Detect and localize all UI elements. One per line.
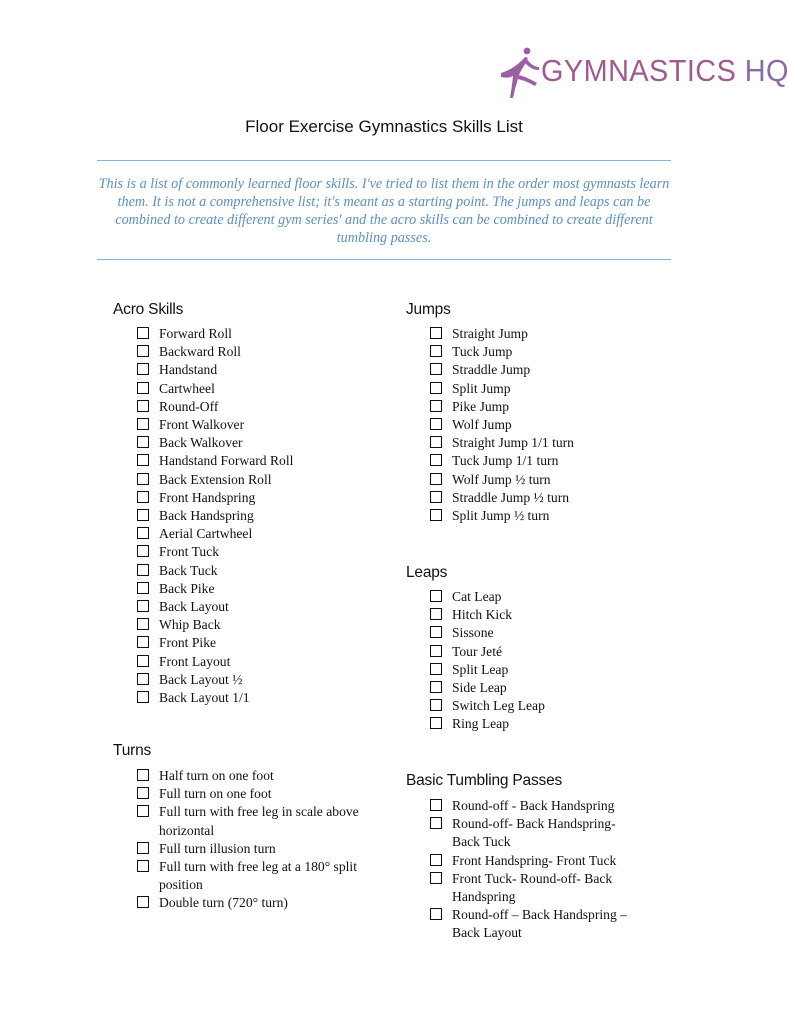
list-item <box>137 398 362 416</box>
checkbox[interactable] <box>137 673 149 685</box>
list-item-label: Tuck Jump 1/1 turn <box>452 453 559 469</box>
list-item-label: Front Pike <box>159 635 217 651</box>
list-item-label: Half turn on one foot <box>159 768 274 783</box>
list-item-label: Back Walkover <box>159 435 243 451</box>
list-item-label: Hitch Kick <box>452 607 513 623</box>
checkbox[interactable] <box>137 363 149 375</box>
list-item <box>430 697 670 715</box>
checkbox[interactable] <box>430 436 442 448</box>
checkbox[interactable] <box>137 564 149 576</box>
list-item <box>430 624 670 642</box>
checkbox[interactable] <box>430 454 442 466</box>
list-item-label: Straight Jump 1/1 turn <box>452 435 574 451</box>
checkbox[interactable] <box>430 327 442 339</box>
list-item <box>430 380 670 398</box>
list-item <box>430 797 645 815</box>
heading-acro-skills: Acro Skills <box>113 301 184 318</box>
checkbox[interactable] <box>137 345 149 357</box>
list-item-label: Sissone <box>452 625 494 641</box>
checkbox[interactable] <box>430 799 442 811</box>
list-item <box>137 434 362 452</box>
checkbox[interactable] <box>430 509 442 521</box>
list-item-label: Double turn (720° turn) <box>159 895 288 911</box>
list-item <box>137 634 362 652</box>
list-item <box>137 380 362 398</box>
checkbox[interactable] <box>430 608 442 620</box>
checkbox[interactable] <box>137 418 149 430</box>
checkbox[interactable] <box>430 699 442 711</box>
list-item-label: Side Leap <box>452 680 507 696</box>
list-item-label: Tuck Jump <box>452 344 513 360</box>
list-item-label: Full turn with free leg at a 180° split position <box>159 859 357 893</box>
list-item-label: Back Layout ½ <box>159 671 243 687</box>
jumps-list <box>430 325 670 525</box>
list-item <box>137 616 362 634</box>
list-item-label: Handstand <box>159 362 218 378</box>
list-item <box>430 361 670 379</box>
list-item <box>137 785 362 803</box>
divider-bottom <box>97 259 671 260</box>
list-item-label: Back Extension Roll <box>159 471 272 487</box>
list-item <box>430 679 670 697</box>
list-item <box>137 767 362 785</box>
checkbox[interactable] <box>137 655 149 667</box>
list-item <box>137 489 362 507</box>
checkbox[interactable] <box>137 691 149 703</box>
checkbox[interactable] <box>430 400 442 412</box>
list-item <box>137 562 362 580</box>
checkbox[interactable] <box>430 817 442 829</box>
list-item-label: Front Handspring- Front Tuck <box>452 852 617 868</box>
checkbox[interactable] <box>137 327 149 339</box>
list-item <box>137 894 362 912</box>
list-item <box>137 507 362 525</box>
list-item-label: Round-Off <box>159 398 219 414</box>
list-item-label: Front Tuck- Round-off- Back Handspring <box>452 870 613 905</box>
heading-turns: Turns <box>113 742 152 759</box>
list-item-label: Straddle Jump <box>452 362 531 378</box>
checkbox[interactable] <box>137 491 149 503</box>
list-item <box>430 507 670 525</box>
list-item <box>430 661 670 679</box>
turns-list <box>137 767 362 913</box>
list-item-label: Split Leap <box>452 661 509 677</box>
list-item-label: Split Jump <box>452 380 511 396</box>
list-item <box>137 580 362 598</box>
heading-basic-tumbling-passes: Basic Tumbling Passes <box>406 772 563 789</box>
checkbox[interactable] <box>137 454 149 466</box>
list-item <box>137 689 362 707</box>
list-item <box>430 416 670 434</box>
list-item <box>430 643 670 661</box>
list-item <box>137 858 362 894</box>
logo-text-hq: HQ <box>744 53 789 88</box>
list-item <box>430 489 670 507</box>
checkbox[interactable] <box>137 527 149 539</box>
checkbox[interactable] <box>430 363 442 375</box>
list-item-label: Forward Roll <box>159 326 232 341</box>
list-item <box>137 452 362 470</box>
list-item-label: Whip Back <box>159 617 221 633</box>
list-item-label: Round-off – Back Handspring – Back Layout <box>452 907 627 941</box>
list-item-label: Back Handspring <box>159 508 254 524</box>
list-item <box>430 852 645 870</box>
list-item <box>430 398 670 416</box>
list-item <box>137 671 362 689</box>
checkbox[interactable] <box>137 636 149 648</box>
list-item-label: Wolf Jump <box>452 417 512 433</box>
checkbox[interactable] <box>137 545 149 557</box>
logo-text <box>541 53 789 89</box>
checkbox[interactable] <box>430 418 442 430</box>
list-item-label: Straight Jump <box>452 326 528 341</box>
gymnast-leap-icon <box>497 45 543 101</box>
divider-top <box>97 160 671 161</box>
checkbox[interactable] <box>430 645 442 657</box>
checkbox[interactable] <box>137 509 149 521</box>
list-item-label: Back Layout 1/1 <box>159 690 250 706</box>
checkbox[interactable] <box>430 590 442 602</box>
list-item-label: Back Layout <box>159 599 229 615</box>
checkbox[interactable] <box>137 805 149 817</box>
list-item <box>430 870 645 906</box>
checkbox[interactable] <box>137 600 149 612</box>
list-item-label: Switch Leg Leap <box>452 698 545 714</box>
list-item-label: Full turn with free leg in scale above horizontal <box>159 804 359 838</box>
list-item-label: Front Tuck <box>159 544 220 560</box>
list-item <box>137 653 362 671</box>
list-item <box>137 803 362 839</box>
list-item <box>137 543 362 561</box>
checkbox[interactable] <box>430 681 442 693</box>
heading-leaps: Leaps <box>406 564 448 581</box>
list-item <box>430 715 670 733</box>
checkbox[interactable] <box>430 491 442 503</box>
checkbox[interactable] <box>137 400 149 412</box>
checkbox[interactable] <box>430 345 442 357</box>
checkbox[interactable] <box>430 473 442 485</box>
list-item <box>137 525 362 543</box>
list-item-label: Round-off - Back Handspring <box>452 798 615 813</box>
list-item-label: Back Tuck <box>159 562 218 578</box>
page-title: Floor Exercise Gymnastics Skills List <box>245 117 523 136</box>
checkbox[interactable] <box>137 582 149 594</box>
checkbox[interactable] <box>137 618 149 630</box>
checkbox[interactable] <box>137 896 149 908</box>
list-item-label: Straddle Jump ½ turn <box>452 489 570 505</box>
list-item <box>430 343 670 361</box>
list-item <box>137 416 362 434</box>
list-item-label: Pike Jump <box>452 398 510 414</box>
list-item <box>430 471 670 489</box>
acro-skills-list <box>137 325 362 707</box>
checkbox[interactable] <box>137 860 149 872</box>
list-item-label: Aerial Cartwheel <box>159 526 253 542</box>
list-item-label: Front Handspring <box>159 489 256 505</box>
tumbling-passes-list <box>430 797 645 943</box>
checkbox[interactable] <box>137 842 149 854</box>
checkbox[interactable] <box>430 382 442 394</box>
checkbox[interactable] <box>430 872 442 884</box>
checkbox[interactable] <box>137 787 149 799</box>
checkbox[interactable] <box>430 854 442 866</box>
list-item <box>137 325 362 343</box>
list-item-label: Backward Roll <box>159 344 241 360</box>
list-item <box>430 588 670 606</box>
list-item-label: Tour Jeté <box>452 643 503 659</box>
list-item <box>137 343 362 361</box>
list-item <box>137 598 362 616</box>
checkbox[interactable] <box>137 436 149 448</box>
checkbox[interactable] <box>430 663 442 675</box>
list-item <box>430 815 645 851</box>
list-item-label: Full turn illusion turn <box>159 840 276 856</box>
list-item-label: Round-off- Back Handspring- Back Tuck <box>452 816 616 850</box>
list-item <box>430 906 645 942</box>
checkbox[interactable] <box>137 382 149 394</box>
list-item-label: Full turn on one foot <box>159 786 272 802</box>
checkbox[interactable] <box>430 908 442 920</box>
checkbox[interactable] <box>430 626 442 638</box>
logo <box>497 45 789 101</box>
heading-jumps: Jumps <box>406 301 451 318</box>
list-item-label: Front Walkover <box>159 417 245 433</box>
checkbox[interactable] <box>137 473 149 485</box>
logo-text-main: GYMNASTICS <box>541 53 737 88</box>
list-item-label: Handstand Forward Roll <box>159 453 294 469</box>
list-item <box>137 471 362 489</box>
list-item <box>137 361 362 379</box>
intro-text: This is a list of commonly learned floor skills. I've tried to list them in the order most gymnasts learn them. It is not a comprehensive list; it's meant as a starting point. The jumps and leaps can be combined to create different gym series' and the acro skills can be combined to create different tumbling passes. <box>98 176 670 246</box>
list-item-label: Split Jump ½ turn <box>452 508 550 524</box>
list-item-label: Wolf Jump ½ turn <box>452 471 551 487</box>
list-item-label: Cat Leap <box>452 589 502 604</box>
list-item-label: Cartwheel <box>159 380 215 396</box>
list-item <box>430 606 670 624</box>
list-item-label: Front Layout <box>159 653 231 669</box>
leaps-list <box>430 588 670 734</box>
list-item-label: Back Pike <box>159 580 215 596</box>
list-item <box>137 840 362 858</box>
checkbox[interactable] <box>430 717 442 729</box>
list-item <box>430 325 670 343</box>
list-item <box>430 452 670 470</box>
checkbox[interactable] <box>137 769 149 781</box>
list-item <box>430 434 670 452</box>
list-item-label: Ring Leap <box>452 716 510 732</box>
